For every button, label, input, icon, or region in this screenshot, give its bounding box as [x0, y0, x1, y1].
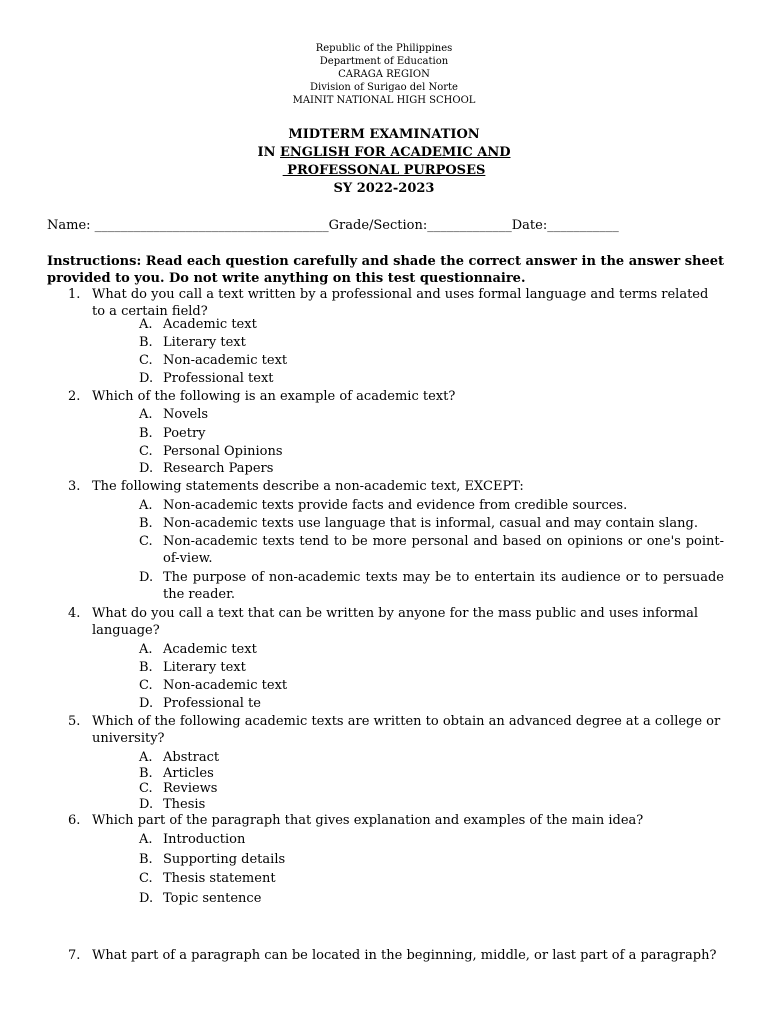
choice-text: Novels — [163, 407, 209, 422]
title-line-2-subject: ENGLISH FOR ACADEMIC AND — [280, 145, 511, 160]
question-number: 6. — [68, 813, 81, 828]
choice-text: Topic sentence — [163, 891, 262, 906]
choice-text: Thesis — [163, 797, 206, 812]
choice-2a — [139, 406, 724, 423]
title-school-year: SY 2022-2023 — [333, 181, 435, 196]
choice-text: Supporting details — [163, 852, 286, 867]
choice-6d — [139, 890, 724, 907]
header-department: Department of Education — [319, 56, 449, 67]
choice-text: Non-academic texts provide facts and evidence from credible sources. — [163, 498, 628, 513]
choice-letter: C. — [139, 353, 153, 368]
choice-1b — [139, 334, 724, 351]
choice-letter: D. — [139, 570, 154, 585]
question-text: Which of the following academic texts are written to obtain an advanced degree at a college or university? — [92, 714, 721, 746]
school-header — [0, 42, 768, 107]
choice-letter: C. — [139, 871, 153, 886]
choice-text: Reviews — [163, 781, 218, 796]
instructions: Instructions: Read each question carefully and shade the correct answer in the answer sheet provided to you. Do not write anything on this test questionnaire. — [47, 254, 725, 286]
choice-letter: A. — [139, 317, 153, 332]
question-3 — [68, 478, 724, 495]
choice-6b — [139, 851, 724, 868]
question-text: Which of the following is an example of academic text? — [92, 389, 456, 404]
choice-letter: A. — [139, 407, 153, 422]
header-republic: Republic of the Philippines — [315, 43, 453, 54]
choice-text: Personal Opinions — [163, 444, 283, 459]
choice-3d — [139, 569, 724, 603]
choice-3c — [139, 533, 724, 567]
choice-letter: C. — [139, 781, 153, 796]
choice-text: Non-academic text — [163, 678, 288, 693]
choice-text: Poetry — [163, 426, 206, 441]
choice-text: Professional text — [163, 371, 274, 386]
choice-3a — [139, 497, 724, 514]
choice-letter: A. — [139, 498, 153, 513]
question-text: What do you call a text that can be written by anyone for the mass public and uses informal language? — [92, 606, 699, 638]
choice-letter: B. — [139, 660, 153, 675]
question-number: 1. — [68, 287, 81, 302]
choice-6a — [139, 831, 724, 848]
name-grade-date-line: Name: ____________________________________Grade/Section:_____________Date:___________ — [47, 218, 619, 233]
choice-text: Non-academic text — [163, 353, 288, 368]
choice-6c — [139, 870, 724, 887]
choice-1d — [139, 370, 724, 387]
choice-2b — [139, 425, 724, 442]
question-6 — [68, 812, 724, 829]
question-2 — [68, 388, 724, 405]
choice-text: Thesis statement — [163, 871, 276, 886]
title-line-3: PROFESSONAL PURPOSES — [282, 163, 486, 178]
choice-5a — [139, 749, 724, 766]
choice-letter: B. — [139, 852, 153, 867]
header-division: Division of Surigao del Norte — [310, 82, 458, 93]
choice-2c — [139, 443, 724, 460]
choice-text: Research Papers — [163, 461, 274, 476]
question-1 — [68, 286, 724, 320]
choice-letter: B. — [139, 335, 153, 350]
choice-3b — [139, 515, 724, 532]
choice-text: Articles — [163, 766, 214, 781]
choice-text: Literary text — [163, 335, 246, 350]
question-text: What part of a paragraph can be located in the beginning, middle, or last part of a paragraph? — [92, 948, 717, 963]
question-5 — [68, 713, 724, 747]
question-7 — [68, 947, 724, 964]
choice-letter: C. — [139, 444, 153, 459]
choice-letter: D. — [139, 891, 154, 906]
choice-letter: A. — [139, 642, 153, 657]
choice-5c — [139, 780, 724, 797]
choice-text: Non-academic texts use language that is informal, casual and may contain slang. — [163, 516, 698, 531]
question-number: 4. — [68, 606, 81, 621]
choice-4c — [139, 677, 724, 694]
choice-letter: D. — [139, 371, 154, 386]
choice-letter: D. — [139, 461, 154, 476]
choice-letter: A. — [139, 750, 153, 765]
title-line-1: MIDTERM EXAMINATION — [288, 127, 480, 142]
choice-text: Academic text — [163, 317, 257, 332]
choice-text: Literary text — [163, 660, 246, 675]
choice-letter: D. — [139, 797, 154, 812]
choice-text: Abstract — [163, 750, 220, 765]
header-region: CARAGA REGION — [338, 69, 430, 80]
choice-text: The purpose of non-academic texts may be to entertain its audience or to persuade the reader. — [163, 570, 724, 602]
question-number: 3. — [68, 479, 81, 494]
exam-title — [0, 126, 768, 198]
choice-text: Academic text — [163, 642, 257, 657]
header-school: MAINIT NATIONAL HIGH SCHOOL — [292, 95, 476, 106]
choice-letter: C. — [139, 534, 153, 549]
choice-4d — [139, 695, 724, 712]
choice-text: Professional te — [163, 696, 261, 711]
choice-4a — [139, 641, 724, 658]
question-text: The following statements describe a non-academic text, EXCEPT: — [92, 479, 524, 494]
choice-letter: A. — [139, 832, 153, 847]
choice-letter: B. — [139, 426, 153, 441]
choice-2d — [139, 460, 724, 477]
choice-1a — [139, 316, 724, 333]
title-line-2 — [0, 144, 768, 162]
question-number: 2. — [68, 389, 81, 404]
choice-letter: B. — [139, 766, 153, 781]
choice-5d — [139, 796, 724, 813]
choice-letter: B. — [139, 516, 153, 531]
choice-4b — [139, 659, 724, 676]
choice-letter: C. — [139, 678, 153, 693]
choice-1c — [139, 352, 724, 369]
question-text: Which part of the paragraph that gives explanation and examples of the main idea? — [92, 813, 644, 828]
choice-letter: D. — [139, 696, 154, 711]
question-4 — [68, 605, 724, 639]
choice-text: Introduction — [163, 832, 246, 847]
title-line-2-prefix: IN — [257, 145, 280, 160]
question-number: 5. — [68, 714, 81, 729]
choice-text: Non-academic texts tend to be more personal and based on opinions or one's point-of-view. — [163, 534, 724, 566]
question-text: What do you call a text written by a professional and uses formal language and terms related to a certain field? — [92, 287, 709, 319]
question-number: 7. — [68, 948, 81, 963]
